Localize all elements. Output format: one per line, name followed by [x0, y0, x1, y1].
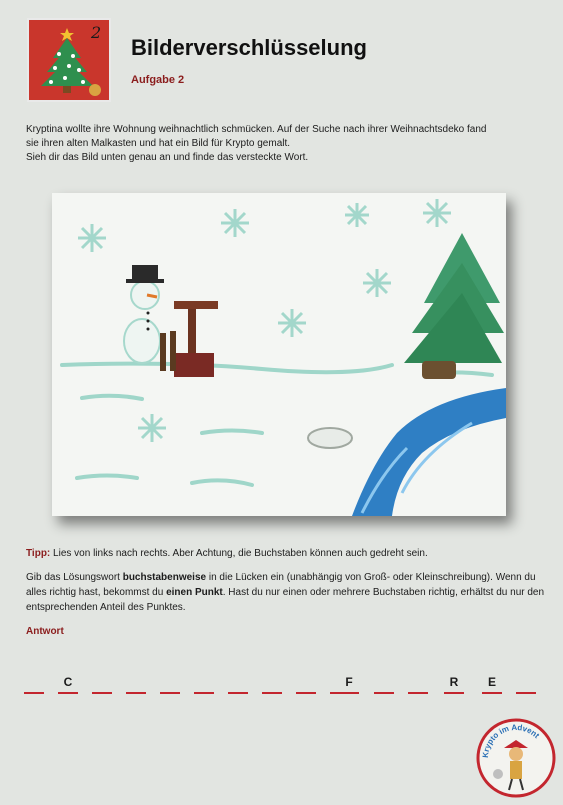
- krypto-badge: [476, 718, 556, 798]
- intro-line: Sieh dir das Bild unten genau an und finde das versteckte Wort.: [26, 152, 309, 163]
- christmas-tree-icon: [29, 20, 109, 100]
- answer-slot[interactable]: [262, 672, 282, 694]
- intro-line: Kryptina wollte ihre Wohnung weihnachtlich schmücken. Auf der Suche nach ihrer Weihnachtsdeko fand: [26, 124, 487, 135]
- answer-slot[interactable]: [126, 672, 146, 694]
- tip-label: Tipp:: [26, 548, 51, 559]
- answer-slot[interactable]: R: [444, 672, 464, 694]
- instructions-text: [26, 570, 548, 615]
- badge-text: Krypto im Advent: [480, 722, 542, 759]
- instructions-bold: einen Punkt: [166, 587, 223, 598]
- answer-slot[interactable]: F: [339, 672, 359, 694]
- painting-image: [52, 193, 506, 516]
- answer-slot[interactable]: [24, 672, 44, 694]
- instructions-part: Gib das Lösungswort: [26, 572, 123, 583]
- answer-slot[interactable]: E: [482, 672, 502, 694]
- answer-slot[interactable]: [92, 672, 112, 694]
- logo-number: 2: [91, 23, 102, 42]
- instructions-part: . Hast du nur einen oder mehrere Buchstaben richtig, erhältst du nur den entsprechenden Anteil des Punktes.: [26, 587, 545, 613]
- krypto-mascot-icon: [476, 718, 556, 798]
- answer-slots: [24, 672, 544, 696]
- answer-label: Antwort: [26, 626, 64, 637]
- answer-slot[interactable]: [374, 672, 394, 694]
- task-subtitle: Aufgabe 2: [131, 74, 185, 86]
- page-title: Bilderverschlüsselung: [131, 35, 367, 60]
- winter-painting: [52, 193, 506, 516]
- tip-text: [26, 547, 546, 561]
- tip-body: Lies von links nach rechts. Aber Achtung, die Buchstaben können auch gedreht sein.: [50, 548, 428, 559]
- intro-text: [26, 123, 546, 165]
- intro-line: sie ihren alten Malkasten und hat ein Bild für Krypto gemalt.: [26, 138, 291, 149]
- answer-slot[interactable]: [408, 672, 428, 694]
- instructions-bold: buchstabenweise: [122, 572, 207, 583]
- answer-slot[interactable]: [194, 672, 214, 694]
- answer-slot[interactable]: [516, 672, 536, 694]
- answer-slot[interactable]: [296, 672, 316, 694]
- instructions-part: in die Lücken ein (unabhängig von Groß- oder Kleinschreibung). Wenn du alles richtig hast, bekommst du: [26, 572, 536, 598]
- answer-slot[interactable]: C: [58, 672, 78, 694]
- advent-logo: [27, 18, 111, 102]
- answer-slot[interactable]: [160, 672, 180, 694]
- answer-slot[interactable]: [228, 672, 248, 694]
